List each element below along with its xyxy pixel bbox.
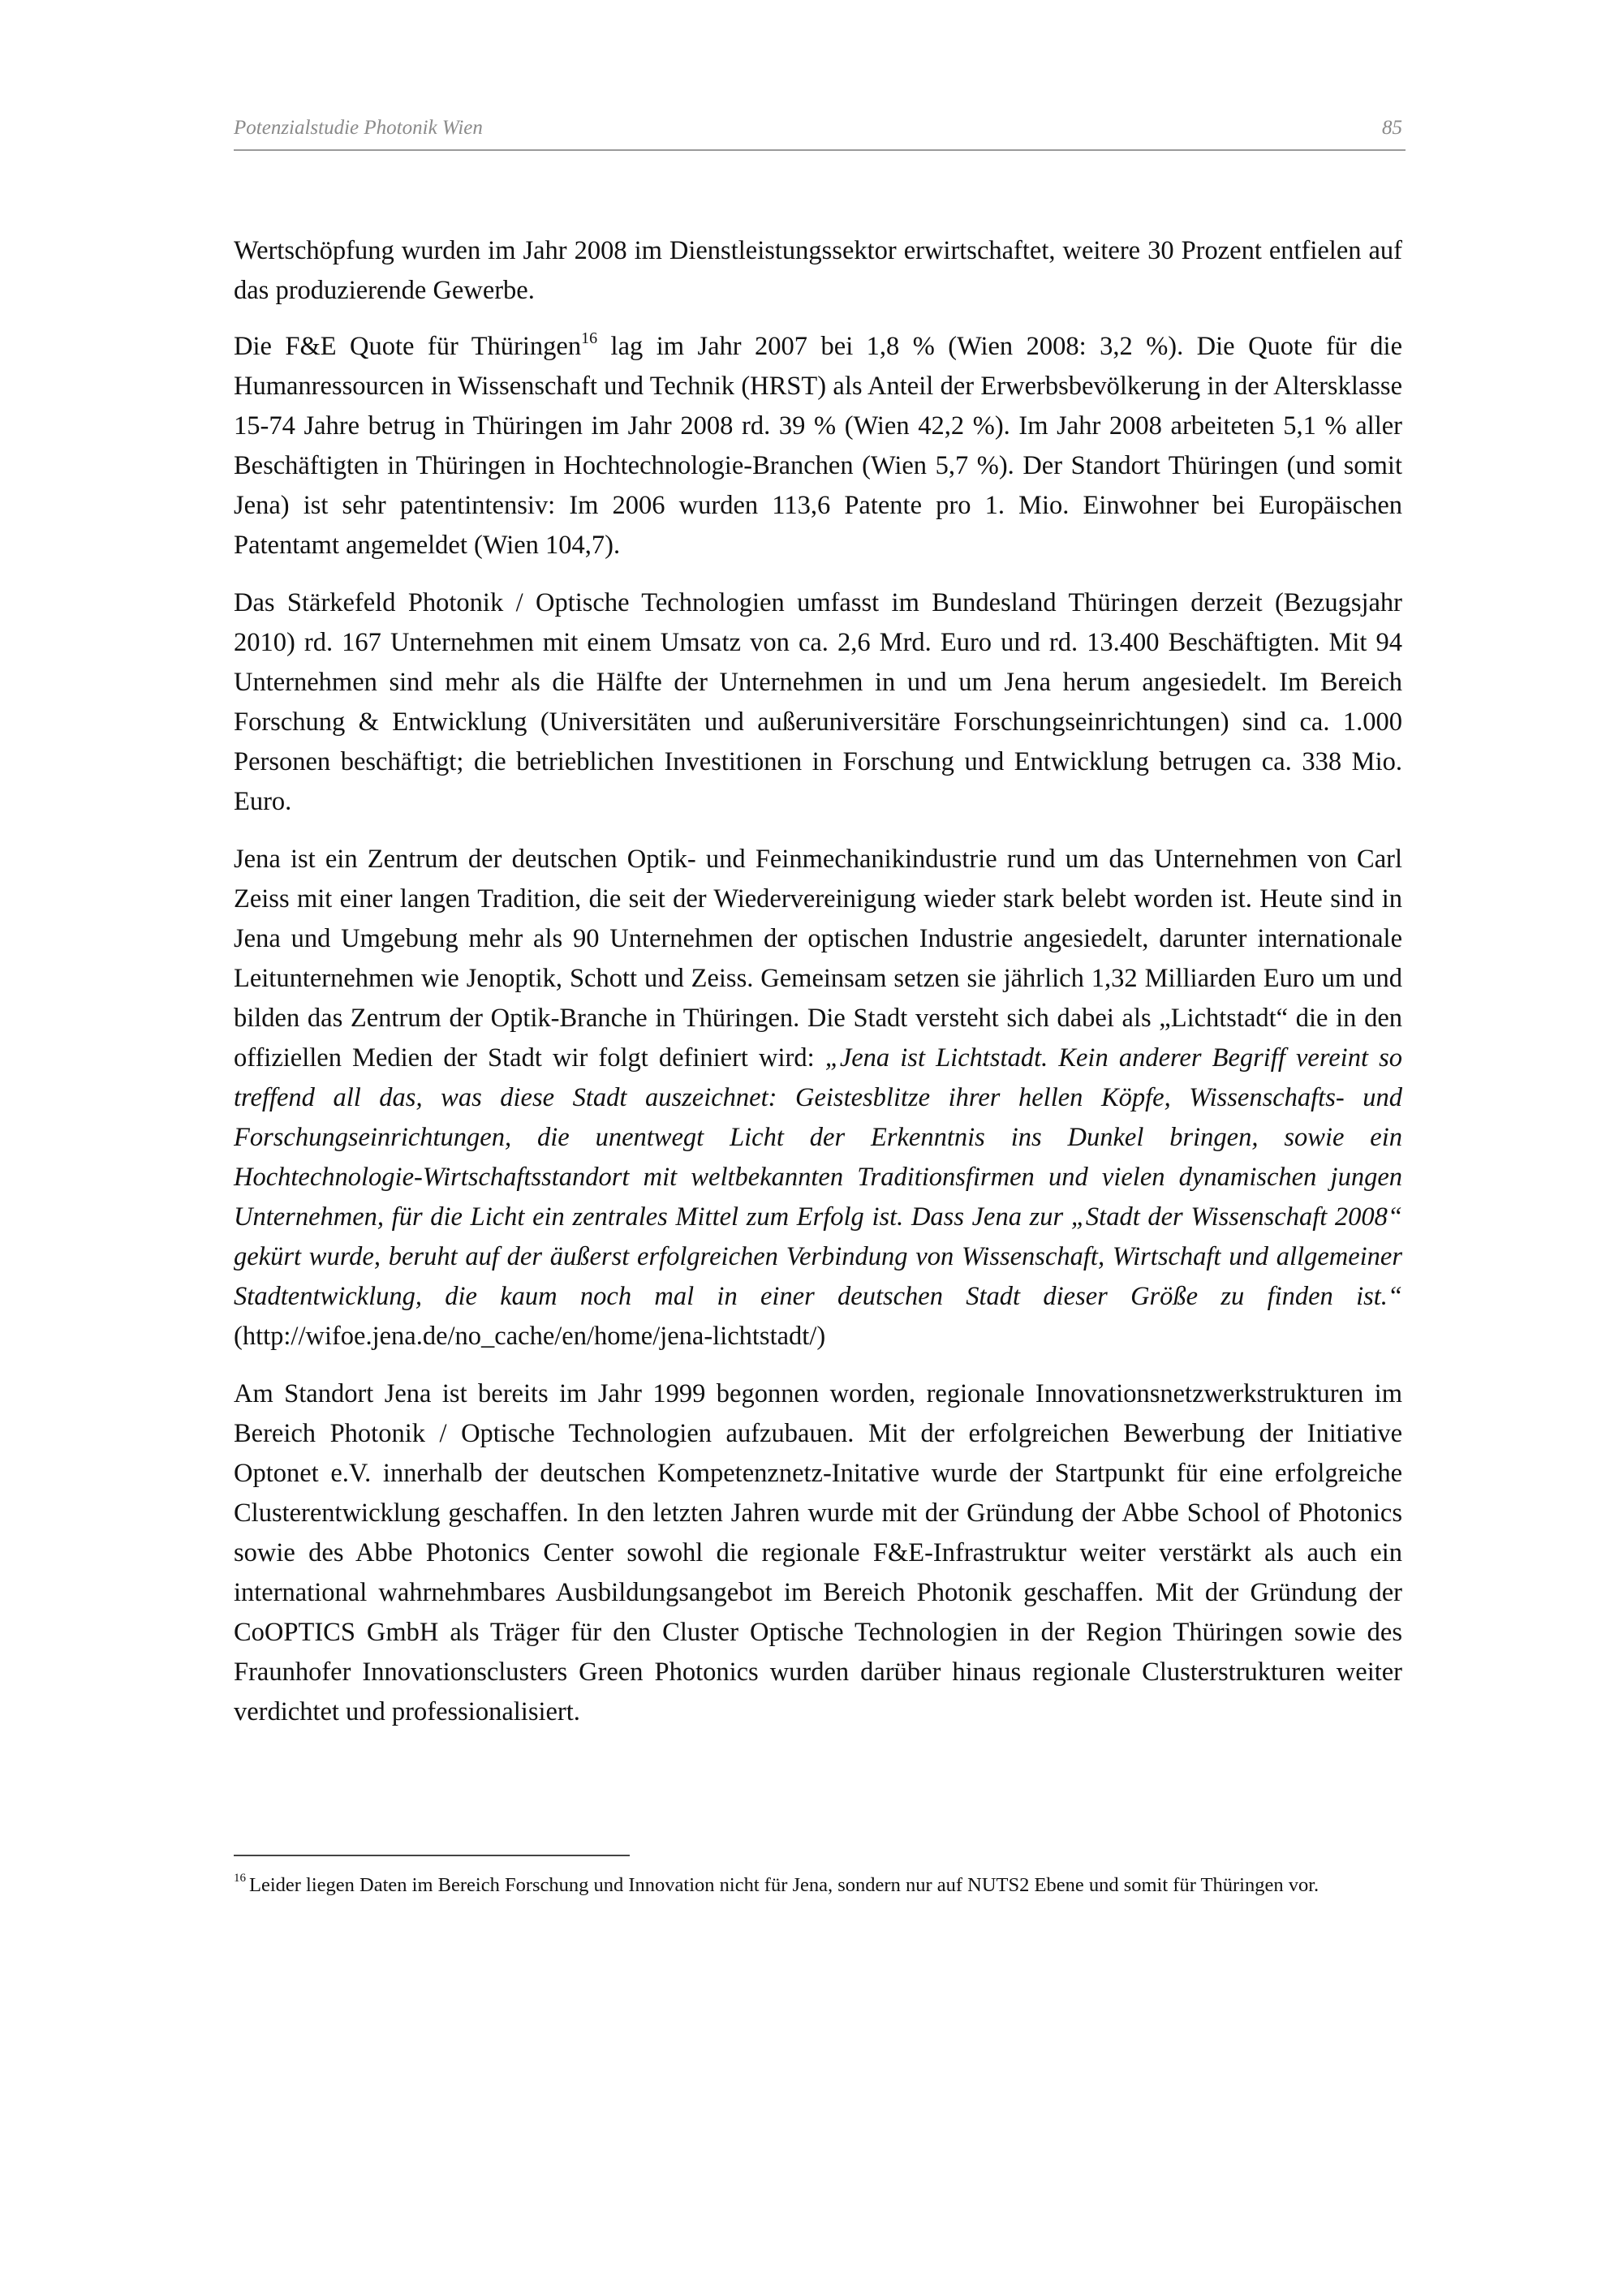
running-header bbox=[234, 114, 1406, 151]
header-title: Potenzialstudie Photonik Wien bbox=[234, 117, 483, 139]
paragraph-4 bbox=[234, 840, 1402, 1357]
lichtstadt-quote: „Jena ist Lichtstadt. Kein anderer Begriff vereint so treffend all das, was diese Stadt auszeichnet: Geistesblitze ihrer hellen Köpfe, Wissenschafts- und Forschungseinrichtungen, die unentwegt Licht der Erkenntnis ins Dunkel bringen, sowie ein Hochtechnologie-Wirtschaftsstandort mit weltbekannten Traditionsfirmen und vielen dynamischen jungen Unternehmen, für die Licht ein zentrales Mittel zum Erfolg ist. Dass Jena zur „Stadt der Wissenschaft 2008“ gekürt wurde, beruht auf der äußerst erfolgreichen Verbindung von Wissenschaft, Wirtschaft und allgemeiner Stadtentwicklung, die kaum noch mal in einer deutschen Stadt dieser Größe zu finden ist.“ bbox=[234, 1043, 1402, 1311]
paragraph-2-rest: lag im Jahr 2007 bei 1,8 % (Wien 2008: 3,2 %). Die Quote für die Humanressourcen in Wissenschaft und Technik (HRST) als Anteil der Erwerbsbevölkerung in der Altersklasse 15-74 Jahre betrug in Thüringen im Jahr 2008 rd. 39 % (Wien 42,2 %). Im Jahr 2008 arbeiteten 5,1 % aller Beschäftigten in Thüringen in Hochtechnologie-Branchen (Wien 5,7 %). Der Standort Thüringen (und somit Jena) ist sehr patentintensiv: Im 2006 wurden 113,6 Patente pro 1. Mio. Einwohner bei Europäischen Patentamt angemeldet (Wien 104,7). bbox=[234, 332, 1402, 560]
footnote-text: Leider liegen Daten im Bereich Forschung und Innovation nicht für Jena, sondern nur auf NUTS2 Ebene und somit für Thüringen vor. bbox=[249, 1874, 1319, 1896]
paragraph-4-text: Jena ist ein Zentrum der deutschen Optik- und Feinmechanikindustrie rund um das Unternehmen von Carl Zeiss mit einer langen Tradition, die seit der Wiedervereinigung wieder stark belebt worden ist. Heute sind in Jena und Umgebung mehr als 90 Unternehmen der optischen Industrie angesiedelt, darunter internationale Leitunternehmen wie Jenoptik, Schott und Zeiss. Gemeinsam setzen sie jährlich 1,32 Milliarden Euro um und bilden das Zentrum der Optik-Branche in Thüringen. Die Stadt versteht sich dabei als „Lichtstadt“ die in den offiziellen Medien der Stadt wir folgt definiert wird: bbox=[234, 845, 1402, 1073]
paragraph-3: Das Stärkefeld Photonik / Optische Technologien umfasst im Bundesland Thüringen derzeit (Bezugsjahr 2010) rd. 167 Unternehmen mit einem Umsatz von ca. 2,6 Mrd. Euro und rd. 13.400 Beschäftigten. Mit 94 Unternehmen sind mehr als die Hälfte der Unternehmen in und um Jena herum angesiedelt. Im Bereich Forschung & Entwicklung (Universitäten und außeruniversitäre Forschungseinrichtungen) sind ca. 1.000 Personen beschäftigt; die betrieblichen Investitionen in Forschung und Entwicklung betrugen ca. 338 Mio. Euro. bbox=[234, 588, 1402, 816]
footnote bbox=[234, 1872, 1419, 1899]
paragraph-2 bbox=[234, 327, 1402, 565]
body-text bbox=[234, 231, 1402, 1750]
paragraph-1: Wertschöpfung wurden im Jahr 2008 im Dienstleistungssektor erwirtschaftet, weitere 30 Prozent entfielen auf das produzierende Gewerbe. bbox=[234, 236, 1402, 305]
source-url: (http://wifoe.jena.de/no_cache/en/home/jena-lichtstadt/) bbox=[234, 1322, 826, 1351]
footnote-reference[interactable]: 16 bbox=[581, 329, 598, 348]
paragraph-5: Am Standort Jena ist bereits im Jahr 1999 begonnen worden, regionale Innovationsnetzwerkstrukturen im Bereich Photonik / Optische Technologien aufzubauen. Mit der erfolgreichen Bewerbung der Initiative Optonet e.V. innerhalb der deutschen Kompetenznetz-Initative wurde der Startpunkt für eine erfolgreiche Clusterentwicklung geschaffen. In den letzten Jahren wurde mit der Gründung der Abbe School of Photonics sowie des Abbe Photonics Center sowohl die regionale F&E-Infrastruktur weiter verstärkt als auch ein international wahrnehmbares Ausbildungsangebot im Bereich Photonik geschaffen. Mit der Gründung der CoOPTICS GmbH als Träger für den Cluster Optische Technologien in der Region Thüringen sowie des Fraunhofer Innovationsclusters Green Photonics wurden darüber hinaus regionale Clusterstrukturen weiter verdichtet und professionalisiert. bbox=[234, 1379, 1402, 1726]
paragraph-2-start: Die F&E Quote für Thüringen bbox=[234, 332, 582, 361]
footnote-separator bbox=[234, 1855, 630, 1856]
footnote-marker: 16 bbox=[234, 1871, 246, 1885]
page-number: 85 bbox=[1382, 117, 1402, 139]
